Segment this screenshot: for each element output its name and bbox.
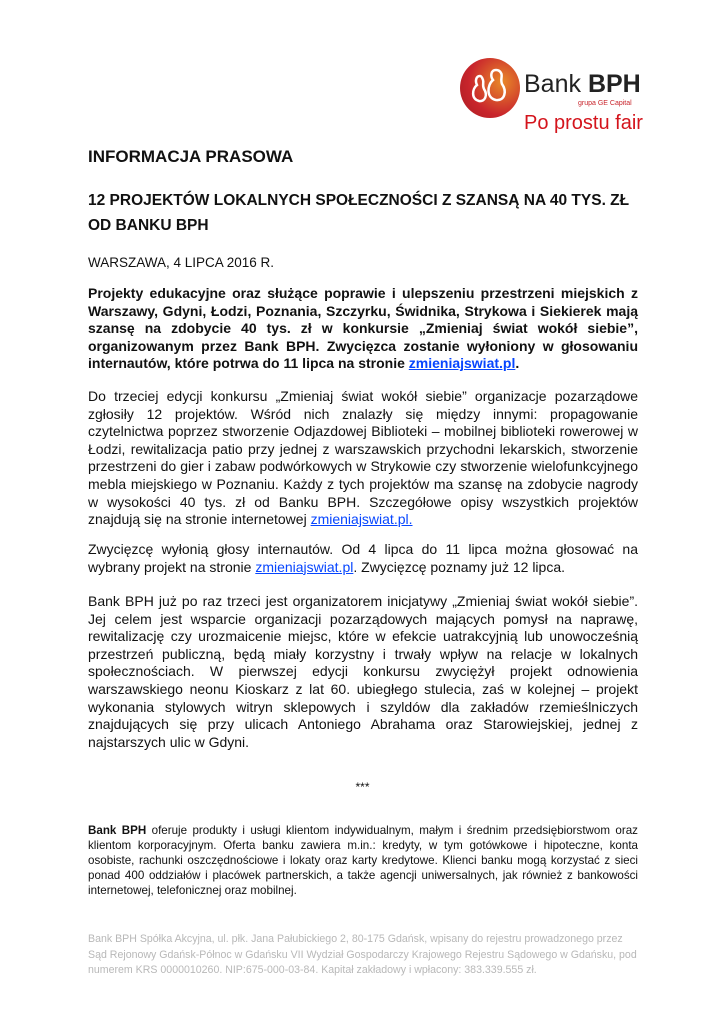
headline: 12 PROJEKTÓW LOKALNYCH SPOŁECZNOŚCI Z SZANSĄ NA 40 TYS. ZŁ OD BANKU BPH	[88, 192, 630, 234]
logo-emblem-icon	[460, 58, 520, 118]
zmieniajswiat-link[interactable]: zmieniajswiat.pl.	[310, 511, 413, 528]
body-paragraph: Do trzeciej edycji konkursu „Zmieniaj świat wokół siebie” organizacje pozarządowe zgłosiły 12 projektów. Wśród nich znalazły się między innymi: propagowanie czytelnictwa poprzez stworzenie Odjazdowej Biblioteki – mobilnej biblioteki rowerowej w Łodzi, rewitalizacja patio przy jednej z warszawskich przychodni lekarskich, stworzenie przestrzeni do gier i zabaw podwórkowych w Strykowie czy stworzenie wielofunkcyjnego mebla miejskiego w Poznaniu. Każdy z tych projektów ma szansę na zdobycie nagrody w wysokości 40 tys. zł od Banku BPH. Szczegółowe opisy wszystkich projektów znajdują się na stronie internetowej zmieniajswiat.pl.	[88, 388, 638, 528]
logo-slogan: Po prostu fair	[524, 112, 643, 134]
lead-paragraph: Projekty edukacyjne oraz służące poprawie i ulepszeniu przestrzeni miejskich z Warszawy, Gdyni, Łodzi, Poznania, Szczyrku, Świdnika, Strykowa i Siekierek mają szansę na zdobycie 40 tys. zł w konkursie „Zmieniaj świat wokół siebie”, organizowanym przez Bank BPH. Zwycięzca zostanie wyłoniony w głosowaniu internautów, które potrwa do 11 lipca na stronie zmieniajswiat.pl.	[88, 285, 638, 372]
page-title: INFORMACJA PRASOWA	[88, 147, 294, 166]
logo-bank-name: Bank BPH	[524, 70, 641, 98]
section-separator: ***	[355, 780, 370, 794]
zmieniajswiat-link[interactable]: zmieniajswiat.pl	[408, 355, 516, 372]
logo-group: grupa GE Capital	[578, 100, 632, 107]
bank-bph-logo	[460, 58, 643, 136]
body-paragraph: Bank BPH już po raz trzeci jest organizatorem inicjatywy „Zmieniaj świat wokół siebie”. Jej celem jest wsparcie organizacji pozarządowych mających pomysł na naprawę, rewitalizację czy urozmaicenie miejsc, które w efekcie uatrakcyjnią lub unowocześnią przestrzeń publiczną, będą miały korzystny i trwały wpływ na relacje w lokalnych społecznościach. W pierwszej edycji konkursu zwyciężył projekt odnowienia warszawskiego neonu Kioskarz z lat 60. ubiegłego stulecia, zaś w kolejnej – projekt wykonania stylowych witryn sklepowych i szyldów dla zakładów rzemieślniczych znajdujących się przy ulicach Antoniego Abrahama oraz Starowiejskiej, jednej z najstarszych ulic w Gdyni.	[88, 593, 638, 750]
zmieniajswiat-link[interactable]: zmieniajswiat.pl	[255, 558, 354, 575]
about-bank-paragraph: Bank BPH oferuje produkty i usługi klientom indywidualnym, małym i średnim przedsiębiorstwom oraz klientom korporacyjnym. Oferta banku zawiera m.in.: kredyty, w tym gotówkowe i hipoteczne, konta osobiste, rachunki oszczędnościowe i lokaty oraz karty kredytowe. Klienci banku mogą korzystać z sieci ponad 400 oddziałów i placówek partnerskich, a także agencji uniwersalnych, jak również z bankowości internetowej, telefonicznej oraz mobilnej.	[88, 824, 638, 897]
legal-footer: Bank BPH Spółka Akcyjna, ul. płk. Jana Pałubickiego 2, 80-175 Gdańsk, wpisany do rejestru prowadzonego przez Sąd Rejonowy Gdańsk-Północ w Gdańsku VII Wydział Gospodarczy Krajowego Rejestru Sądowego w Gdańsku, pod numerem KRS 0000010260. NIP:675-000-03-84. Kapitał zakładowy i wpłacony: 383.339.555 zł.	[88, 933, 637, 976]
dateline: WARSZAWA, 4 LIPCA 2016 R.	[88, 255, 275, 270]
body-paragraph: Zwycięzcę wyłonią głosy internautów. Od 4 lipca do 11 lipca można głosować na wybrany projekt na stronie zmieniajswiat.pl. Zwycięzcę poznamy już 12 lipca.	[88, 541, 638, 575]
